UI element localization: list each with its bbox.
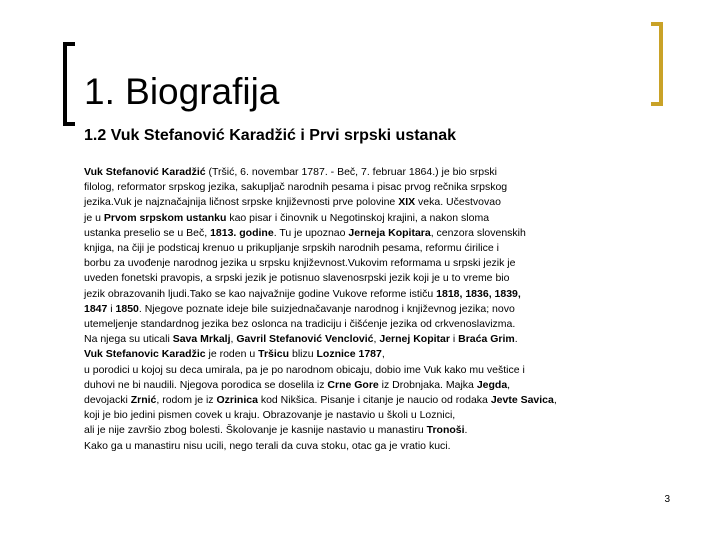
- text-segment: . Njegove poznate ideje bile suizjednačavanje narodnog i književnog jezika; novo: [138, 302, 515, 315]
- text-segment: jezik obrazovanih ljudi.Tako se kao najvažnije godine Vukove reforme ističu: [84, 287, 437, 300]
- body-line: [84, 287, 644, 302]
- bold-text: Gavril Stefanović Venclović: [236, 333, 374, 346]
- bold-text: Jerneja Kopitara: [348, 226, 431, 239]
- text-segment: blizu: [289, 348, 317, 361]
- text-segment: iz Drobnjaka. Majka: [378, 378, 477, 391]
- body-line: [84, 439, 644, 454]
- body-line: [84, 226, 644, 241]
- bold-text: 1813. godine: [210, 226, 274, 239]
- text-segment: . Tu je upoznao: [273, 226, 349, 239]
- bold-text: Ozrinica: [216, 394, 258, 407]
- bold-text: 1818, 1836, 1839,: [436, 287, 521, 300]
- body-line: [84, 423, 644, 438]
- text-segment: je u: [84, 211, 104, 224]
- body-line: [84, 256, 644, 271]
- body-line: [84, 165, 644, 180]
- text-segment: je roden u: [205, 348, 259, 361]
- text-segment: ali je nije završio zbog bolesti. Školovanje je kasnije nastavio u manastiru: [84, 424, 427, 437]
- bold-text: XIX: [398, 196, 416, 209]
- text-segment: , rodom je iz: [156, 394, 217, 407]
- body-line: [84, 241, 644, 256]
- text-segment: Na njega su uticali: [84, 333, 173, 346]
- text-segment: utemeljenje standardnog jezika bez oslonca na tradiciju i čišćenje jezika od crkvenoslavizma.: [84, 318, 516, 331]
- bold-text: Jevte Savica: [490, 394, 554, 407]
- text-segment: .: [514, 333, 518, 346]
- bold-text: Vuk Stefanovic Karadžic: [84, 348, 206, 361]
- page-number: 3: [664, 494, 670, 505]
- body-line: [84, 180, 644, 195]
- text-segment: borbu za uvođenje narodnog jezika u srpsku književnost.Vukovim reformama u srpski jezik je: [84, 257, 516, 270]
- text-segment: knjiga, na čiji je podsticaj krenuo u prikupljanje srpskih narodnih pesama, reformu ćirilice i: [84, 242, 499, 255]
- body-line: [84, 408, 644, 423]
- body-line: [84, 332, 644, 347]
- text-segment: ustanka preselio se u Beč,: [84, 226, 211, 239]
- text-segment: ,: [381, 348, 385, 361]
- text-segment: veka. Učestvovao: [415, 196, 501, 209]
- bold-text: Braća Grim: [458, 333, 515, 346]
- bold-text: Jegda: [476, 378, 508, 391]
- text-segment: ,: [230, 333, 237, 346]
- bold-text: Loznice 1787: [316, 348, 382, 361]
- text-segment: devojacki: [84, 394, 131, 407]
- text-segment: u porodici u kojoj su deca umirala, pa je po narodnom obicaju, dobio ime Vuk kako mu veštice i: [84, 363, 525, 376]
- text-segment: Kako ga u manastiru nisu ucili, nego terali da cuva stoku, otac ga je vratio kuci.: [84, 439, 451, 452]
- body-text: [84, 165, 644, 454]
- text-segment: ,: [373, 333, 380, 346]
- left-bracket-decoration: [63, 42, 75, 126]
- body-line: [84, 393, 644, 408]
- text-segment: ,: [507, 378, 511, 391]
- bold-text: Tronoši: [426, 424, 465, 437]
- body-line: [84, 347, 644, 362]
- text-segment: ,: [553, 394, 557, 407]
- body-line: [84, 195, 644, 210]
- body-line: [84, 271, 644, 286]
- body-line: [84, 363, 644, 378]
- text-segment: i: [107, 302, 116, 315]
- bold-text: Jernej Kopitar: [379, 333, 450, 346]
- text-segment: filolog, reformator srpskog jezika, sakupljač narodnih pesama i pisac prvog rečnika srpskog: [84, 181, 508, 194]
- slide-title: 1. Biografija: [84, 71, 280, 112]
- bold-text: Vuk Stefanović Karadžić: [84, 166, 206, 178]
- body-line: [84, 317, 644, 332]
- body-line: [84, 211, 644, 226]
- text-segment: .: [464, 424, 468, 437]
- text-segment: i: [449, 333, 459, 346]
- bold-text: Zrnić: [130, 394, 157, 407]
- text-segment: kao pisar i činovnik u Negotinskoj krajini, a nakon sloma: [226, 211, 490, 224]
- right-bracket-decoration: [651, 22, 663, 106]
- bold-text: 1850: [115, 302, 139, 315]
- body-line: [84, 378, 644, 393]
- body-line: [84, 302, 644, 317]
- text-segment: jezika.Vuk je najznačajnija ličnost srpske književnosti prve polovine: [84, 196, 399, 209]
- text-segment: (Tršić, 6. novembar 1787. - Beč, 7. februar 1864.) je bio srpski: [205, 166, 497, 178]
- bold-text: Crne Gore: [327, 378, 379, 391]
- text-segment: duhovi ne bi naudili. Njegova porodica se doselila iz: [84, 378, 328, 391]
- text-segment: uveden fonetski pravopis, a srpski jezik je potisnuo slavenosrpski jezik koji je u to vreme bio: [84, 272, 510, 285]
- bold-text: Prvom srpskom ustanku: [103, 211, 227, 224]
- text-segment: kod Nikšica. Pisanje i citanje je naucio od rodaka: [257, 394, 491, 407]
- text-segment: koji je bio jedini pismen covek u kraju. Obrazovanje je nastavio u školi u Loznici,: [84, 409, 456, 422]
- slide-subtitle: 1.2 Vuk Stefanović Karadžić i Prvi srpski ustanak: [84, 127, 457, 144]
- text-segment: , cenzora slovenskih: [430, 226, 526, 239]
- bold-text: 1847: [84, 302, 108, 315]
- bold-text: Tršicu: [258, 348, 290, 361]
- bold-text: Sava Mrkalj: [172, 333, 231, 346]
